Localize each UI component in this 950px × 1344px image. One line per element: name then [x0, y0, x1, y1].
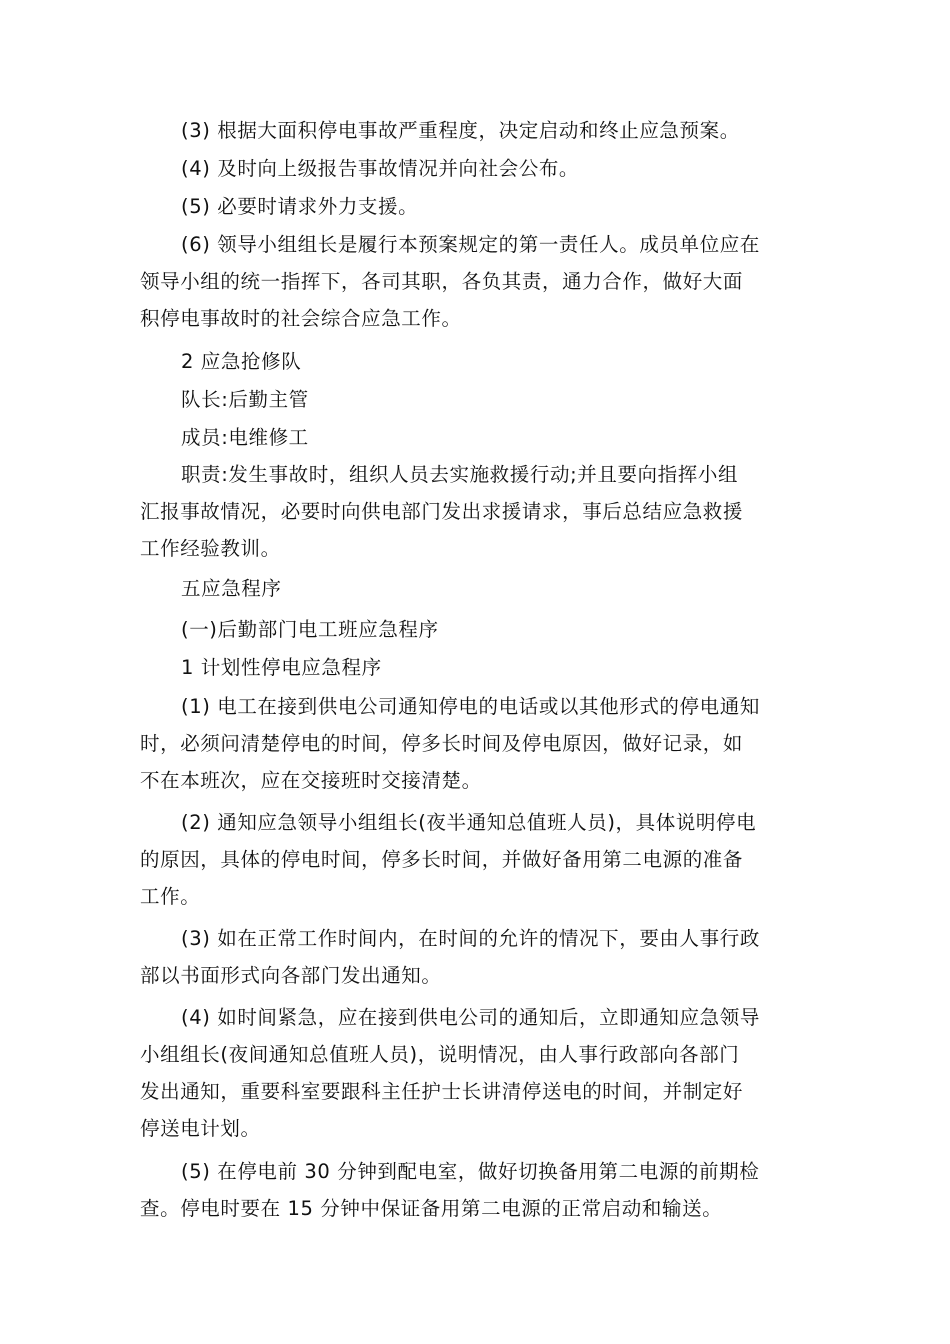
text-line: 小组组长(夜间通知总值班人员)，说明情况，由人事行政部向各部门 — [140, 1043, 740, 1066]
text-line: (3) 如在正常工作时间内，在时间的允许的情况下，要由人事行政 — [181, 927, 760, 950]
text-line: 成员:电维修工 — [181, 426, 309, 449]
team-leader-line — [140, 381, 820, 418]
duties-paragraph — [140, 456, 820, 567]
text-line: 领导小组的统一指挥下，各司其职，各负其责，通力合作，做好大面 — [140, 270, 744, 293]
text-line: 队长:后勤主管 — [181, 388, 309, 411]
text-line: (4) 及时向上级报告事故情况并向社会公布。 — [181, 157, 580, 180]
paragraph-1-notice — [140, 688, 820, 799]
text-line: 工作经验教训。 — [140, 537, 281, 560]
subsection-heading-electrician — [140, 611, 820, 648]
text-line: (2) 通知应急领导小组组长(夜半通知总值班人员)，具体说明停电 — [181, 811, 757, 834]
text-line: 停送电计划。 — [140, 1117, 261, 1140]
text-line: 查。停电时要在 15 分钟中保证备用第二电源的正常启动和输送。 — [140, 1197, 723, 1220]
text-line: (6) 领导小组组长是履行本预案规定的第一责任人。成员单位应在 — [181, 233, 760, 256]
paragraph-6-leader — [140, 226, 820, 337]
text-line: 2 应急抢修队 — [181, 350, 302, 373]
section-heading-emergency-procedure — [140, 570, 820, 607]
text-line: 汇报事故情况，必要时向供电部门发出求援请求，事后总结应急救援 — [140, 500, 744, 523]
text-line: (一)后勤部门电工班应急程序 — [181, 618, 439, 641]
text-line: 部以书面形式向各部门发出通知。 — [140, 964, 442, 987]
text-line: (4) 如时间紧急，应在接到供电公司的通知后，立即通知应急领导 — [181, 1006, 760, 1029]
paragraph-5-switch-power — [140, 1153, 820, 1227]
team-members-line — [140, 419, 820, 456]
text-line: (5) 必要时请求外力支援。 — [181, 195, 419, 218]
heading-repair-team — [140, 343, 820, 380]
text-line: 工作。 — [140, 885, 201, 908]
text-line: 的原因，具体的停电时间，停多长时间，并做好备用第二电源的准备 — [140, 848, 744, 871]
text-line: (3) 根据大面积停电事故严重程度，决定启动和终止应急预案。 — [181, 119, 740, 142]
paragraph-4-urgent — [140, 999, 820, 1147]
paragraph-3-start-stop — [140, 112, 820, 149]
text-line: 发出通知，重要科室要跟科主任护士长讲清停送电的时间，并制定好 — [140, 1080, 744, 1103]
text-line: 时，必须问清楚停电的时间，停多长时间及停电原因，做好记录，如 — [140, 732, 744, 755]
paragraph-2-notify-leader — [140, 804, 820, 915]
text-line: 积停电事故时的社会综合应急工作。 — [140, 307, 462, 330]
text-line: 不在本班次，应在交接班时交接清楚。 — [140, 769, 482, 792]
text-line: 1 计划性停电应急程序 — [181, 656, 382, 679]
text-line: (5) 在停电前 30 分钟到配电室，做好切换备用第二电源的前期检 — [181, 1160, 760, 1183]
text-line: 五应急程序 — [181, 577, 282, 600]
text-line: 职责:发生事故时，组织人员去实施救援行动;并且要向指挥小组 — [181, 463, 739, 486]
text-line: (1) 电工在接到供电公司通知停电的电话或以其他形式的停电通知 — [181, 695, 760, 718]
heading-planned-outage — [140, 649, 820, 686]
paragraph-4-report — [140, 150, 820, 187]
paragraph-5-support — [140, 188, 820, 225]
paragraph-3-written-notice — [140, 920, 820, 994]
